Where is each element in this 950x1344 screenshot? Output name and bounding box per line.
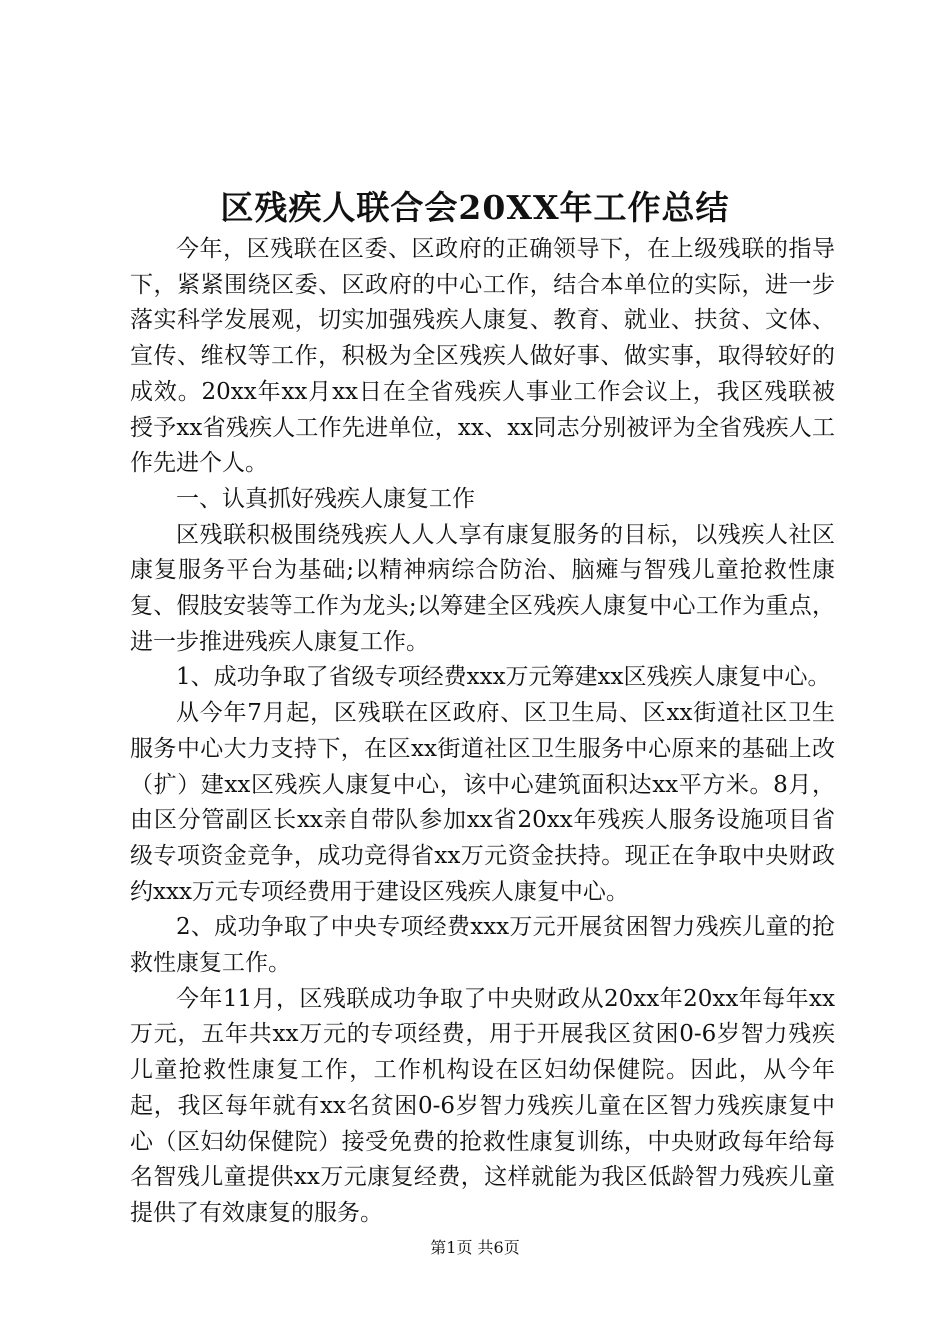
subheading-item-2: 2、成功争取了中央专项经费xxx万元开展贫困智力残疾儿童的抢救性康复工作。 bbox=[130, 914, 835, 977]
paragraph-item-2: 今年11月，区残联成功争取了中央财政从20xx年20xx年每年xx万元，五年共xx万元的专项经费，用于开展我区贫困0-6岁智力残疾儿童抢救性康复工作，工作机构设在区妇幼保健院。因此，从今年起，我区每年就有xx名贫困0-6岁智力残疾儿童在区智力残疾康复中心（区妇幼保健院）接受免费的抢救性康复训练，中央财政每年给每名智残儿童提供xx万元康复经费，这样就能为我区低龄智力残疾儿童提供了有效康复的服务。 bbox=[130, 985, 835, 1226]
subheading-item-1: 1、成功争取了省级专项经费xxx万元筹建xx区残疾人康复中心。 bbox=[176, 664, 831, 691]
page-number: 第1页 共6页 bbox=[430, 1238, 520, 1257]
document-body bbox=[130, 232, 835, 1232]
section-heading: 一、认真抓好残疾人康复工作 bbox=[176, 485, 475, 512]
document-title: 区残疾人联合会20XX年工作总结 bbox=[220, 188, 730, 227]
paragraph-item-1: 从今年7月起，区残联在区政府、区卫生局、区xx街道社区卫生服务中心大力支持下，在区xx街道社区卫生服务中心原来的基础上改（扩）建xx区残疾人康复中心，该中心建筑面积达xx平方米。8月，由区分管副区长xx亲自带队参加xx省20xx年残疾人服务设施项目省级专项资金竞争，成功竞得省xx万元资金扶持。现正在争取中央财政约xxx万元专项经费用于建设区残疾人康复中心。 bbox=[130, 700, 835, 905]
paragraph-intro: 今年，区残联在区委、区政府的正确领导下，在上级残联的指导下，紧紧围绕区委、区政府的中心工作，结合本单位的实际，进一步落实科学发展观，切实加强残疾人康复、教育、就业、扶贫、文体、宣传、维权等工作，积极为全区残疾人做好事、做实事，取得较好的成效。20xx年xx月xx日在全省残疾人事业工作会议上，我区残联被授予xx省残疾人工作先进单位，xx、xx同志分别被评为全省残疾人工作先进个人。 bbox=[130, 236, 835, 477]
paragraph-section-1: 区残联积极围绕残疾人人人享有康复服务的目标，以残疾人社区康复服务平台为基础;以精神病综合防治、脑瘫与智残儿童抢救性康复、假肢安装等工作为龙头;以筹建全区残疾人康复中心工作为重点，进一步推进残疾人康复工作。 bbox=[130, 521, 835, 655]
